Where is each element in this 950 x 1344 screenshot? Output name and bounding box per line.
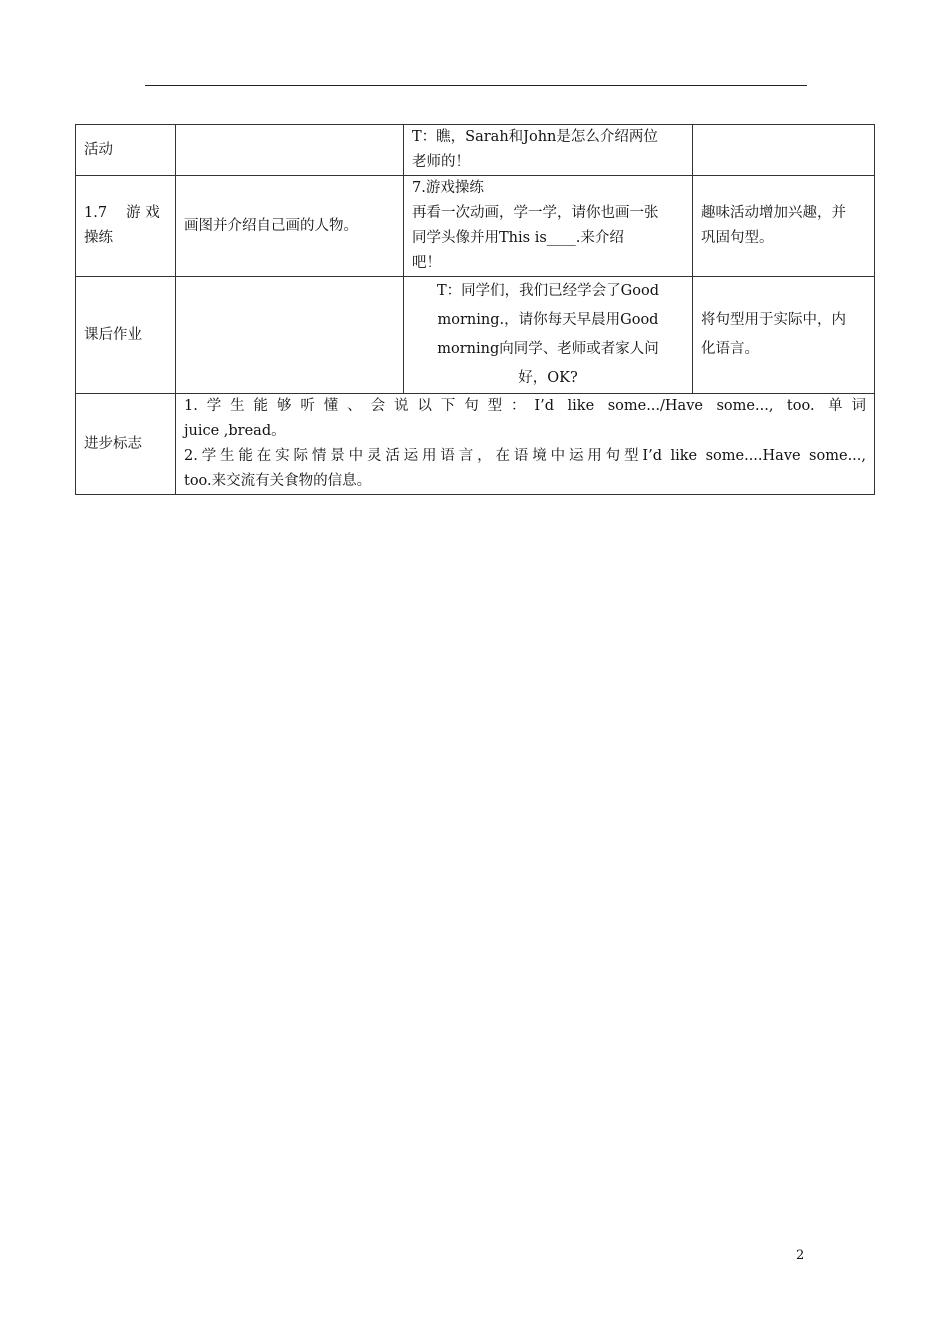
- teacher-activity-cell: 7.游戏操练 再看一次动画，学一学，请你也画一张 同学头像并用This is____.来介绍 吧！: [404, 176, 693, 277]
- row-label: 课后作业: [76, 277, 176, 394]
- table-row: [76, 125, 875, 176]
- page-number: 2: [796, 1248, 805, 1263]
- teacher-activity-cell: T：同学们，我们已经学会了Good morning.，请你每天早晨用Good morning向同学、老师或者家人问 好，OK?: [404, 277, 693, 394]
- student-activity-cell: 画图并介绍自己画的人物。: [176, 176, 404, 277]
- student-activity-cell: [176, 277, 404, 394]
- table-row: [76, 277, 875, 394]
- row-label: 1.7 游 戏 操练: [76, 176, 176, 277]
- table-row: [76, 176, 875, 277]
- table-row: [76, 394, 875, 495]
- progress-content-cell: 1.学生能够听懂、会说以下句型：I’d like some.../Have some..., too. 单词 juice ,bread。 2.学生能在实际情景中灵活运用语言，在语境中运用句型I’d like some....Have some..., too.来交流有关食物的信息。: [176, 394, 875, 495]
- purpose-cell: 趣味活动增加兴趣，并 巩固句型。: [693, 176, 875, 277]
- student-activity-cell: [176, 125, 404, 176]
- row-label: 活动: [76, 125, 176, 176]
- header-rule: [145, 85, 807, 86]
- teacher-activity-cell: T：瞧，Sarah和John是怎么介绍两位 老师的！: [404, 125, 693, 176]
- row-label: 进步标志: [76, 394, 176, 495]
- purpose-cell: [693, 125, 875, 176]
- lesson-plan-table: [75, 124, 875, 495]
- purpose-cell: 将句型用于实际中，内 化语言。: [693, 277, 875, 394]
